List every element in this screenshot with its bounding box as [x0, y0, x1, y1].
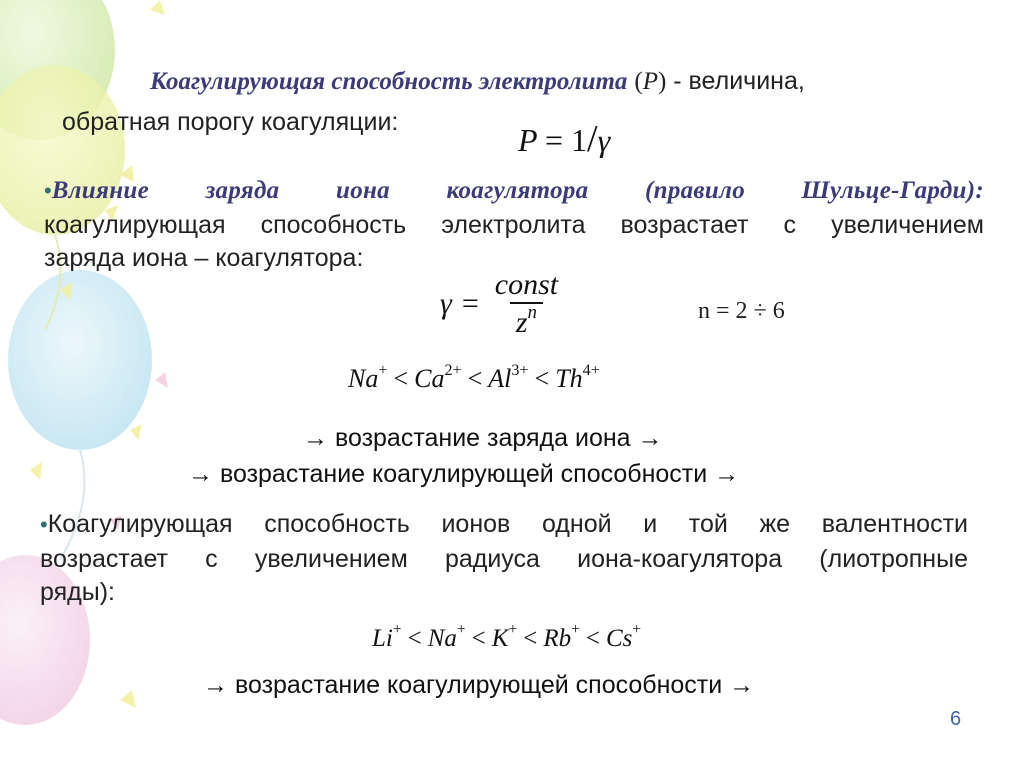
bullet-2-line-2: возрастает с увеличением радиуса иона-коагулятора (лиотропные [40, 545, 968, 573]
bullet-1-line-2: коагулирующая способность электролита возрастает с увеличением [44, 211, 984, 239]
ion: Cs+ [605, 621, 642, 652]
n-range: n = 2 ÷ 6 [698, 298, 785, 324]
bullet-marker: • [40, 512, 48, 537]
ion: Li+ [372, 621, 402, 652]
arrow-line-ability-2: → возрастание коагулирующей способности → [203, 671, 755, 699]
less-than-sign: < [585, 625, 600, 652]
ion: Rb+ [543, 621, 580, 652]
less-than-sign: < [534, 364, 550, 393]
ion: $Al^{3+}$ [488, 361, 529, 393]
arrow-line-ability: → возрастание коагулирующей способности → [188, 460, 740, 488]
less-than-sign: < [523, 625, 538, 652]
arrow-line-charge: → возрастание заряда иона → [303, 424, 663, 452]
definition-rest: - величина, [673, 67, 805, 95]
bullet-1-line-3: заряда иона – коагулятора: [44, 244, 364, 272]
page-number: 6 [950, 708, 962, 730]
bullet-2-line-1: •Коагулирующая способность ионов одной и той же валентности [40, 510, 968, 538]
less-than-sign: < [467, 364, 483, 393]
symbol-p: P [642, 68, 658, 95]
definition-term: Коагулирующая способность электролита [150, 68, 628, 95]
bullet-1-heading: •Влияние заряда иона коагулятора (правило Шульце-Гарди): [44, 177, 984, 204]
bullet-2 [40, 510, 968, 607]
less-than-sign: < [471, 625, 486, 652]
ion-series-radius [372, 621, 642, 653]
ion: $Th^{4+}$ [555, 361, 600, 393]
bullet-2-line-3: ряды): [40, 578, 115, 606]
bullet-1 [44, 176, 984, 273]
ion: Na+ [427, 621, 466, 652]
ion: $Ca^{2+}$ [414, 361, 462, 393]
definition-line-1 [150, 67, 805, 96]
ion: Na+ [348, 361, 388, 393]
ion: K+ [491, 621, 518, 652]
paren-open: ( [634, 68, 643, 95]
definition-line-2: обратная порогу коагуляции: [62, 108, 399, 136]
less-than-sign: < [407, 625, 422, 652]
bullet-marker: • [44, 178, 52, 203]
less-than-sign: < [393, 364, 409, 393]
formula-gamma: γ = $\frac{\text{const}}{z^n}$ [440, 268, 564, 340]
balloon-blue [8, 270, 152, 450]
ion-series-charge [348, 361, 600, 394]
paren-close: ) [658, 68, 667, 95]
fraction: $\frac{\text{const}}{z^n}$ [494, 268, 559, 339]
formula-p: P = 1/γ [518, 118, 611, 160]
